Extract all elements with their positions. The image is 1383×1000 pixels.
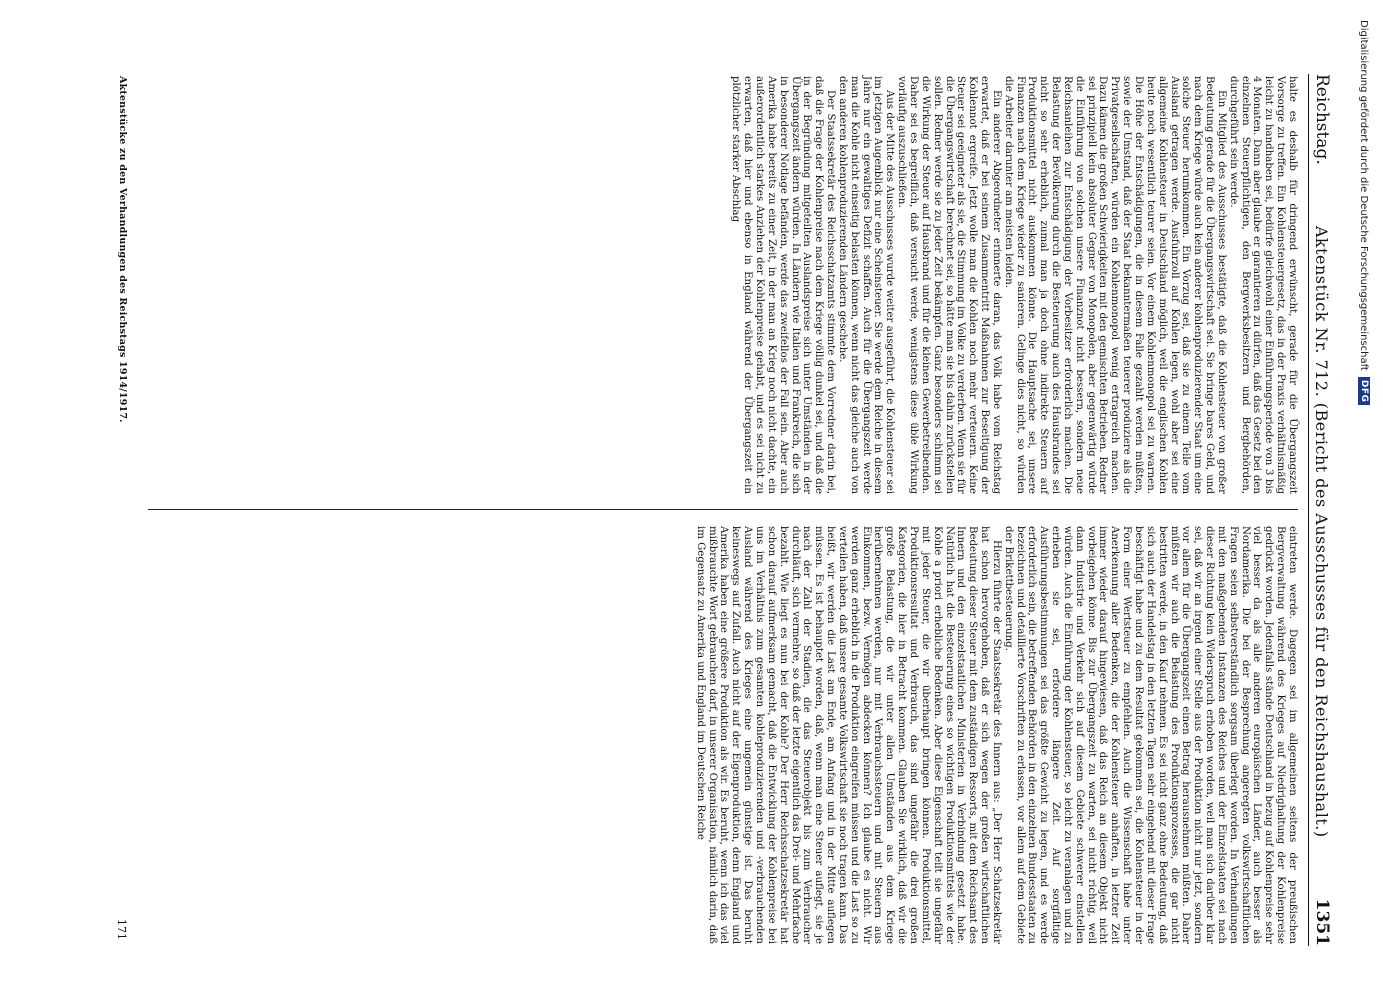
rotated-page [100, 70, 1340, 950]
header-subtitle: (Bericht des Ausschusses für den Reichshaushalt.) [1312, 402, 1331, 838]
page-number: 1351 [1312, 898, 1332, 946]
digitization-credit [1352, 20, 1376, 660]
header-title-main: Aktenstück Nr. 712. [1312, 225, 1331, 398]
left-paragraph: Ein Mitglied des Ausschusses bestätigte, daß die Kohlensteuer von großer Bedeutung gerade für die Übergangswirtschaft sei. Sie bringe bares Geld, und nach dem Kriege würde auch kein anderer kohlenproduzierender Staat um eine solche Steuer herumkommen. Ein Vorzug sei, daß sie zu einem Teile vom Ausland getragen werde. Ausfuhrzoll auf Kohlen legen, wohl aber sei eine allgemeine Kohlensteuer in Deutschland möglich, weil die englischen Kohlen heute noch wesentlich teurer seien. Vor einem Kohlenmonopol sei zu warnen. Die Höhe der Entschädigungen, die in diesem Falle gezahlt werden müßten, sowie der Umstand, daß der Staat bekanntermaßen teuerer produziere als die Privatgesellschaften, würden ein Kohlenmonopol wenig ertragreich machen. Dazu kämen die großen Schwierigkeiten mit den gemischten Betrieben. Redner sei prinzipiell kein absoluter Gegner von Monopolen, aber gegenwärtig würde die Einführung von solchen unsere Finanznot nicht bessern, sondern neue Reichsanleihen zur Entschädigung der Vorbesitzer erforderlich machen. Die Belastung der Bevölkerung durch die Besteuerung auch des Hausbrandes sei nicht so sehr erheblich, zumal man ja doch ohne indirekte Steuern auf Produktionsmittel nicht auskommen könne. Die Hauptsache sei, unsere Finanzen nach dem Kriege wieder zu sanieren. Gelinge dies nicht, so würden die Arbeiter darunter am meisten leiden. [1002, 76, 1227, 494]
right-paragraph: Hierzu führte der Staatssekretär des Innern aus: „Der Herr Schatzsekretär hat schon hervorgehoben, daß er sich wegen der großen wirtschaftlichen Bedeutung dieser Steuer mit dem zuständigen Ressorts, mit dem Reichsamt des Innern und den einzelstaatlichen Ministerien in Verbindung gesetzt habe. Natürlich hat die Besteuerung eines so wichtigen Produktionsmittels wie der Kohle a priori erhebliche Bedenken. Aber diese Eigenschaft teilt sie ungefähr mit jeder Steuer, die wir überhaupt bringen können. Produktionsmittel, Produktionsresultat und Verbrauch, das sind ungefähr die drei großen Kategorien, die hier in Betracht kommen. Glauben Sie wirklich, daß wir die große Belastung, die wir unter allen Umständen aus dem Kriege herübernehmen werden, nur mit Verbrauchssteuern und mit Steuern aus Einkommen, bezw. Vermögen abdecken können? Ich glaube es nicht. Wir werden ganz erheblich in die Produktion eingreifen müssen und die Last so zu verteilen haben, daß unsere gesamte Volkswirtschaft sie noch tragen kann. Das heißt, wir werden die Last am Ende, am Anfang und in der Mitte auflegen müssen. Es ist behauptet worden, daß, wenn man eine Steuer auflegt, sie je nach der Zahl der Stadien, die das Steuerobjekt bis zum Verbraucher durchläuft, sich vermehre, so daß der letzte eigentlich das Drei- und Mehrfache bezahlt. Wie liegt es nun bei der Kohle? Der Herr Reichsschatzsekretär hat schon darauf aufmerksam gemacht, daß die Entwicklung der Kohlenpreise bei uns im Verhältnis zum gesamten kohleproduzierenden und -verbrauchenden Ausland während des Krieges eine ungemein günstige ist. Das beruht keineswegs auf Zufall. Auch nicht auf der Eigenproduktion, denn England und Amerika haben eine größere Produktion als wir. Es beruht, wenn ich das viel mißbrauchte Wort gebrauchen darf, in unserer Organisation, nämlich darin, daß im Gegensatz zu Amerika und England im Deutschen Reiche [694, 526, 1002, 944]
credit-text: Digitalisierung gefördert durch die Deutsche Forschungsgemeinschaft [1358, 20, 1370, 371]
column-divider [148, 509, 1298, 510]
left-paragraph: Aus der Mitte des Ausschusses wurde weiter ausgeführt, die Kohlensteuer sei im jetzigen Augenblick nur eine Scheinsteuer. Sie werde dem Reiche in diesem Jahre nur ein gewaltiges Defizit schaffen. Auch für die Übergangszeit werde man die Kohle nicht einseitig belasten können, wenn nicht das gleiche auch von den anderen kohlenproduzierenden Ländern geschehe. [836, 76, 896, 494]
left-paragraph: halte es deshalb für dringend erwünscht, gerade für die Übergangszeit Vorsorge zu treffen. Ein Kohlensteuergesetz, das in der Praxis verhältnismäßig leicht zu handhaben sei, bedürfe gleichwohl einer Einführungsperiode von 3 bis 4 Monaten. Dann aber glaube er garantieren zu dürfen, daß das Gesetz bei den einzelnen Steuerpflichtigen, den Bergwerksbesitzern und Bergbehörden, durchgeführt sein werde. [1227, 76, 1298, 494]
header-title [1313, 226, 1329, 838]
dfg-logo: DFG [1358, 377, 1370, 406]
footer-source: Aktenstücke zu den Verhandlungen des Reichstags 1914/1917. [117, 76, 128, 423]
right-column [694, 526, 1298, 944]
header-left: Reichstag. [1312, 74, 1332, 165]
page-frame [100, 70, 1340, 950]
page-header [1308, 74, 1340, 946]
left-paragraph: Ein anderer Abgeordneter erinnerte daran, das Volk habe vom Reichstag erwartet, daß er bei seinem Zusammentritt Maßnahmen zur Beseitigung der Kohlennot ergreife. Jetzt wolle man die Kohlen noch mehr verteuern. Keine Steuer sei geeigneter als sie, die Stimmung im Volke zu verderben. Wenn sie für die Übergangswirtschaft berechnet sei, so hätte man sie bis dahin zurückstellen sollen. Redner werde sie zu jeder Zeit bekämpfen. Ganz besonders schlimm sei die Wirkung der Steuer auf Hausbrand und für die kleinen Gewerbetreibenden. Daher sei es begreiflich, daß versucht werde, wenigstens diese üble Wirkung vorläufig auszuschließen. [896, 76, 1002, 494]
left-column [730, 76, 1299, 494]
left-paragraph: Der Staatssekretär des Reichsschatzamts stimmte dem Vorredner darin bei, daß die Frage der Kohlenpreise nach dem Kriege völlig dunkel sei, und daß die in der Begründung mitgeteilten Auslandspreise sich unter Umständen in der Übergangszeit ändern würden. In Ländern wie Italien und Frankreich, die sich in besonderer Notlage befänden, werde das zweifellos der Fall sein. Aber auch Amerika habe bereits zu einer Zeit, in der man an Krieg noch nicht dachte, ein außerordentlich starkes Anziehen der Kohlenpreise gehabt, und es sei nicht zu erwarten, daß hier und ebenso in England während der Übergangszeit ein plötzlicher starker Abschlag [730, 76, 837, 494]
right-paragraph: eintreten werde. Dagegen sei im allgemeinen seitens der preußischen Bergverwaltung während des Krieges auf Niedrighaltung der Kohlenpreise gedrückt worden. Jedenfalls stände Deutschland in bezug auf Kohlenpreise sehr viel besser da als alle anderen europäischen Länder, auch besser als Nordamerika. Die bei der Besprechung angeregten volkswirtschaftlichen Fragen seien selbstverständlich sorgsam überlegt worden. In Verhandlungen mit den maßgebenden Instanzen des Reiches und der Einzelstaaten sei nach dieser Richtung kein Widerspruch erhoben worden, weil man sich darüber klar sei, daß wir an irgend einer Stelle aus der Produktion nicht nur jetzt, sondern vor allem für die Übergangszeit einen Betrag herausnehmen müßten. Daher müßten wir auch die Belastung des Produktionsprozesses, die gar nicht bestritten werde, in den Kauf nehmen. Es sei nicht ganz ohne Bedeutung, daß sich auch der Handelstag in den letzten Tagen sehr eingehend mit dieser Frage beschäftigt habe und zu dem Resultat gekommen sei, die Kohlensteuer in der Form einer Wertsteuer zu empfehlen. Auch die Wissenschaft habe unter Anerkennung aller Bedenken, die der Kohlensteuer anhaften, in letzter Zeit immer wieder darauf hingewiesen, daß das Reich an diesem Objekt nicht vorbeigehen könne. Bis zur Übergangszeit zu warten, sei nicht richtig, weil dann Industrie und Verkehr sich auf diesem Gebiete schwerer einstellen würden. Auch die Einführung der Kohlensteuer, so leicht zu veranlagen und zu erheben sie sei, erfordere längere Zeit. Auf sorgfältige Ausführungsbestimmungen sei das größte Gewicht zu legen, und es werde erforderlich sein, die betreffenden Behörden in den einzelnen Bundesstaaten zu bezeichnen und detaillierte Vorschriften zu erlassen, vor allem auf dem Gebiete der Brikettbesteuerung. [1002, 526, 1298, 944]
footer-sheet-number: 171 [115, 919, 128, 940]
